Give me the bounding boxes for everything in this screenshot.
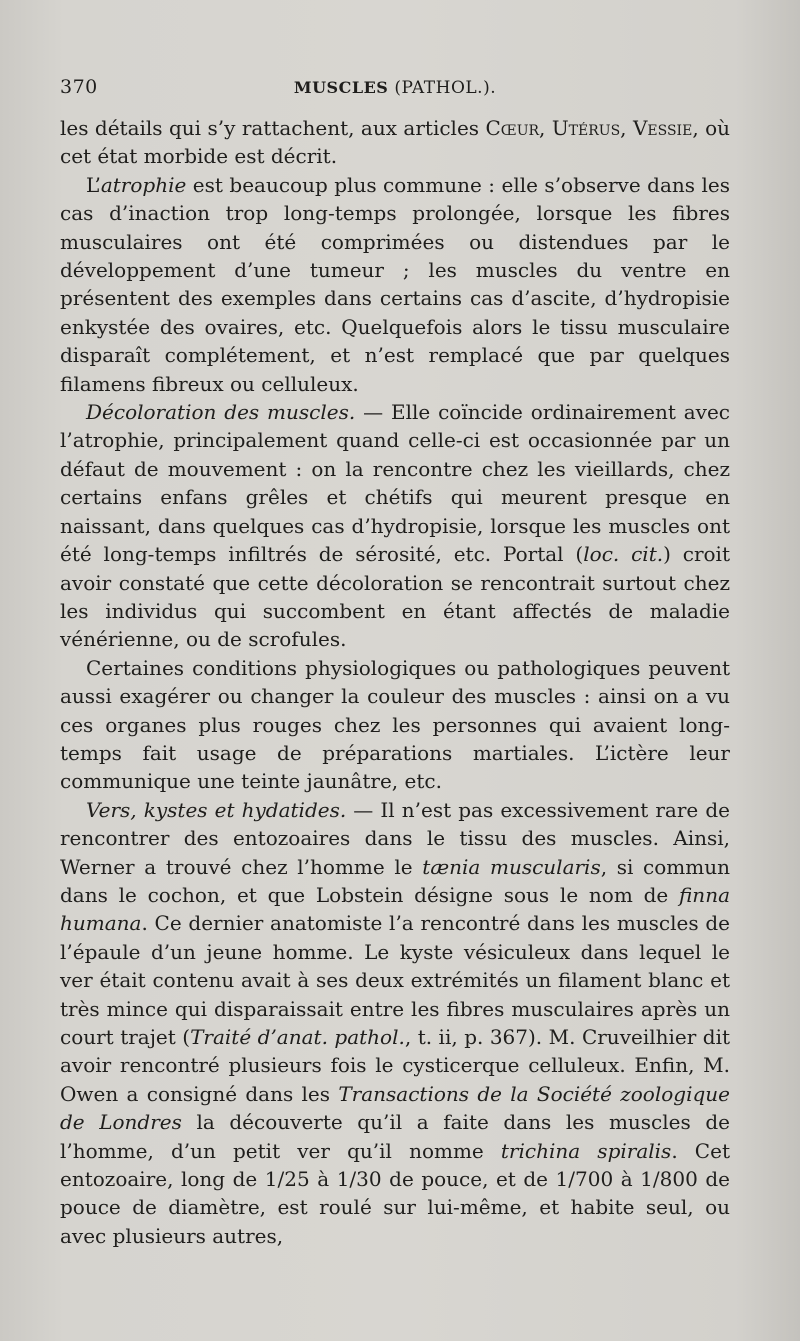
italic-text: tænia muscularis <box>422 854 601 879</box>
text-run: les détails qui s’y rattachent, aux articles <box>60 116 486 140</box>
italic-text: Transactions de la Société zoologique de Londres <box>60 1081 730 1135</box>
italic-text: Traité d’anat. pathol. <box>190 1025 405 1049</box>
italic-text: atrophie <box>100 172 187 197</box>
small-caps-text: Utérus <box>551 116 621 140</box>
body-text <box>60 114 730 1250</box>
text-run: L’ <box>86 172 101 197</box>
italic-text: loc. cit. <box>583 542 664 567</box>
small-caps-text: Cœur <box>485 116 540 140</box>
paragraph <box>60 171 730 398</box>
text-run: est beaucoup plus commune : elle s’observe dans les cas d’inaction trop long-temps prolongée, lorsque les fibres musculaires ont été comprimées ou distendues par le développement d’une tumeur ; les muscles du ventre en présentent des exemples dans certains cas d’ascite, d’hydropisie enkystée des ovaires, etc. Quelquefois alors le tissu musculaire disparaît complétement, et n’est remplacé que par quelques filamens fibreux ou celluleux. <box>60 172 730 396</box>
paragraph <box>60 114 730 171</box>
paragraph <box>60 398 730 654</box>
italic-text: trichina spiralis <box>500 1138 672 1163</box>
page-header <box>60 76 730 106</box>
text-run: ) croit avoir constaté que cette décoloration se rencontrait surtout chez les individus qui succombent en étant affectés de maladie vénérienne, ou de scrofules. <box>60 542 730 652</box>
text-run: , <box>620 116 633 140</box>
text-run: , si commun dans le cochon, et que Lobstein désigne sous le nom de <box>60 854 730 907</box>
text-run: , t. ii, p. 367). M. Cruveilhier dit avoir rencontré plusieurs fois le cysticerque celluleux. Enfin, M. Owen a consigné dans les <box>60 1025 731 1106</box>
running-title <box>60 78 730 98</box>
text-run: , <box>539 116 552 140</box>
running-title-sub: (PATHOL.). <box>394 78 497 98</box>
italic-text: finna humana <box>60 882 730 936</box>
text-run: , où cet état morbide est décrit. <box>60 116 731 169</box>
small-caps-text: Vessie <box>632 116 693 140</box>
text-run: Certaines conditions physiologiques ou pathologiques peuvent aussi exagérer ou changer la couleur des muscles : ainsi on a vu ces organes plus rouges chez les personnes qui avaient long-temps fait usage de préparations martiales. L’ictère leur communique une teinte jaunâtre, etc. <box>60 655 730 794</box>
text-run: — Il n’est pas excessivement rare de rencontrer des entozoaires dans le tissu des muscles. Ainsi, Werner a trouvé chez l’homme le <box>60 797 730 879</box>
text-run: . Ce dernier anatomiste l’a rencontré dans les muscles de l’épaule d’un jeune homme. Le kyste vésiculeux dans lequel le ver était contenu avait à ses deux extrémités un filament blanc et très mince qui disparaissait entre les fibres musculaires après un court trajet ( <box>60 911 730 1049</box>
text-run: la découverte qu’il a faite dans les muscles de l’homme, d’un petit ver qu’il nomme <box>60 1110 730 1163</box>
paragraph <box>60 654 730 796</box>
paragraph <box>60 796 730 1251</box>
italic-text: Décoloration des muscles. <box>86 400 356 425</box>
running-title-main: MUSCLES <box>293 78 389 97</box>
text-run: — Elle coïncide ordinairement avec l’atrophie, principalement quand celle-ci est occasionnée par un défaut de mouvement : on la rencontre chez les vieillards, chez certains enfans grêles et chétifs qui meurent presque en naissant, dans quelques cas d’hydropisie, lorsque les muscles ont été long-temps infiltrés de sérosité, etc. Portal ( <box>60 400 731 567</box>
italic-text: Vers, kystes et hydatides. <box>86 797 347 822</box>
text-run: . Cet entozoaire, long de 1/25 à 1/30 de pouce, et de 1/700 à 1/800 de pouce de diamètre, est roulé sur lui-même, et habite seul, ou avec plusieurs autres, <box>60 1138 730 1248</box>
page-number: 370 <box>60 76 98 98</box>
